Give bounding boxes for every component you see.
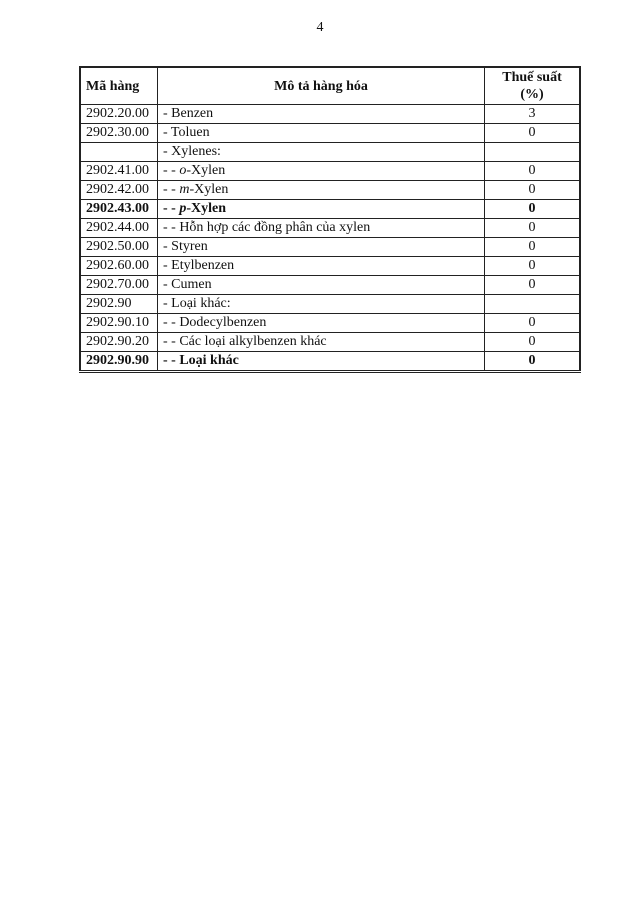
cell-description [158,181,485,200]
cell-rate: 0 [485,257,581,276]
cell-description [158,143,485,162]
description-suffix: -Xylen [186,201,226,216]
table-row [80,181,580,200]
header-description: Mô tả hàng hóa [158,67,485,105]
cell-rate: 0 [485,219,581,238]
table-row [80,352,580,372]
description-isomer-prefix: p [179,201,187,216]
table-row [80,257,580,276]
table-row [80,162,580,181]
cell-code: 2902.60.00 [80,257,158,276]
cell-rate [485,295,581,314]
page-number: 4 [316,20,324,35]
cell-code: 2902.90 [80,295,158,314]
description-text: - Etylbenzen [163,258,235,273]
description-suffix: -Xylen [186,163,226,178]
table-row [80,219,580,238]
cell-rate: 0 [485,200,581,219]
table-row [80,238,580,257]
cell-description [158,105,485,124]
description-text: - Loại khác: [163,296,231,311]
cell-rate [485,143,581,162]
cell-description [158,257,485,276]
cell-rate: 0 [485,314,581,333]
cell-description [158,219,485,238]
cell-rate: 0 [485,162,581,181]
tariff-table [79,66,581,373]
table-row [80,105,580,124]
cell-description [158,314,485,333]
table-body [80,105,580,372]
description-text: - - [163,201,180,216]
description-text: - - Loại khác [163,353,239,368]
description-suffix: -Xylen [189,182,229,197]
table-row [80,143,580,162]
description-text: - - [163,163,180,178]
cell-code: 2902.90.10 [80,314,158,333]
table-row [80,314,580,333]
cell-code: 2902.30.00 [80,124,158,143]
cell-description [158,124,485,143]
cell-rate: 0 [485,238,581,257]
cell-code: 2902.43.00 [80,200,158,219]
table-row [80,200,580,219]
table-row [80,333,580,352]
cell-description [158,200,485,219]
cell-description [158,276,485,295]
cell-code: 2902.41.00 [80,162,158,181]
description-text: - Benzen [163,106,214,121]
cell-description [158,333,485,352]
header-rate-line1: Thuế suất [502,70,562,85]
cell-code: 2902.70.00 [80,276,158,295]
cell-code: 2902.44.00 [80,219,158,238]
table-header-row [80,67,580,105]
cell-rate: 0 [485,333,581,352]
table-row [80,276,580,295]
cell-code: 2902.20.00 [80,105,158,124]
cell-rate: 0 [485,352,581,372]
table-row [80,124,580,143]
cell-code: 2902.90.90 [80,352,158,372]
description-text: - Toluen [163,125,210,140]
description-text: - Xylenes: [163,144,221,159]
cell-description [158,238,485,257]
description-text: - - Dodecylbenzen [163,315,267,330]
header-rate [485,67,581,105]
cell-rate: 0 [485,181,581,200]
description-isomer-prefix: o [179,163,187,178]
description-text: - Cumen [163,277,212,292]
cell-code: 2902.90.20 [80,333,158,352]
cell-rate: 3 [485,105,581,124]
cell-rate: 0 [485,276,581,295]
description-text: - - Hỗn hợp các đồng phân của xylen [163,220,371,235]
table-row [80,295,580,314]
description-isomer-prefix: m [179,182,190,197]
cell-code: 2902.50.00 [80,238,158,257]
cell-rate: 0 [485,124,581,143]
cell-code [80,143,158,162]
header-code: Mã hàng [80,67,158,105]
cell-code: 2902.42.00 [80,181,158,200]
description-text: - - [163,182,180,197]
description-text: - Styren [163,239,208,254]
cell-description [158,162,485,181]
description-text: - - Các loại alkylbenzen khác [163,334,327,349]
cell-description [158,295,485,314]
header-rate-line2: (%) [520,87,544,102]
cell-description [158,352,485,372]
